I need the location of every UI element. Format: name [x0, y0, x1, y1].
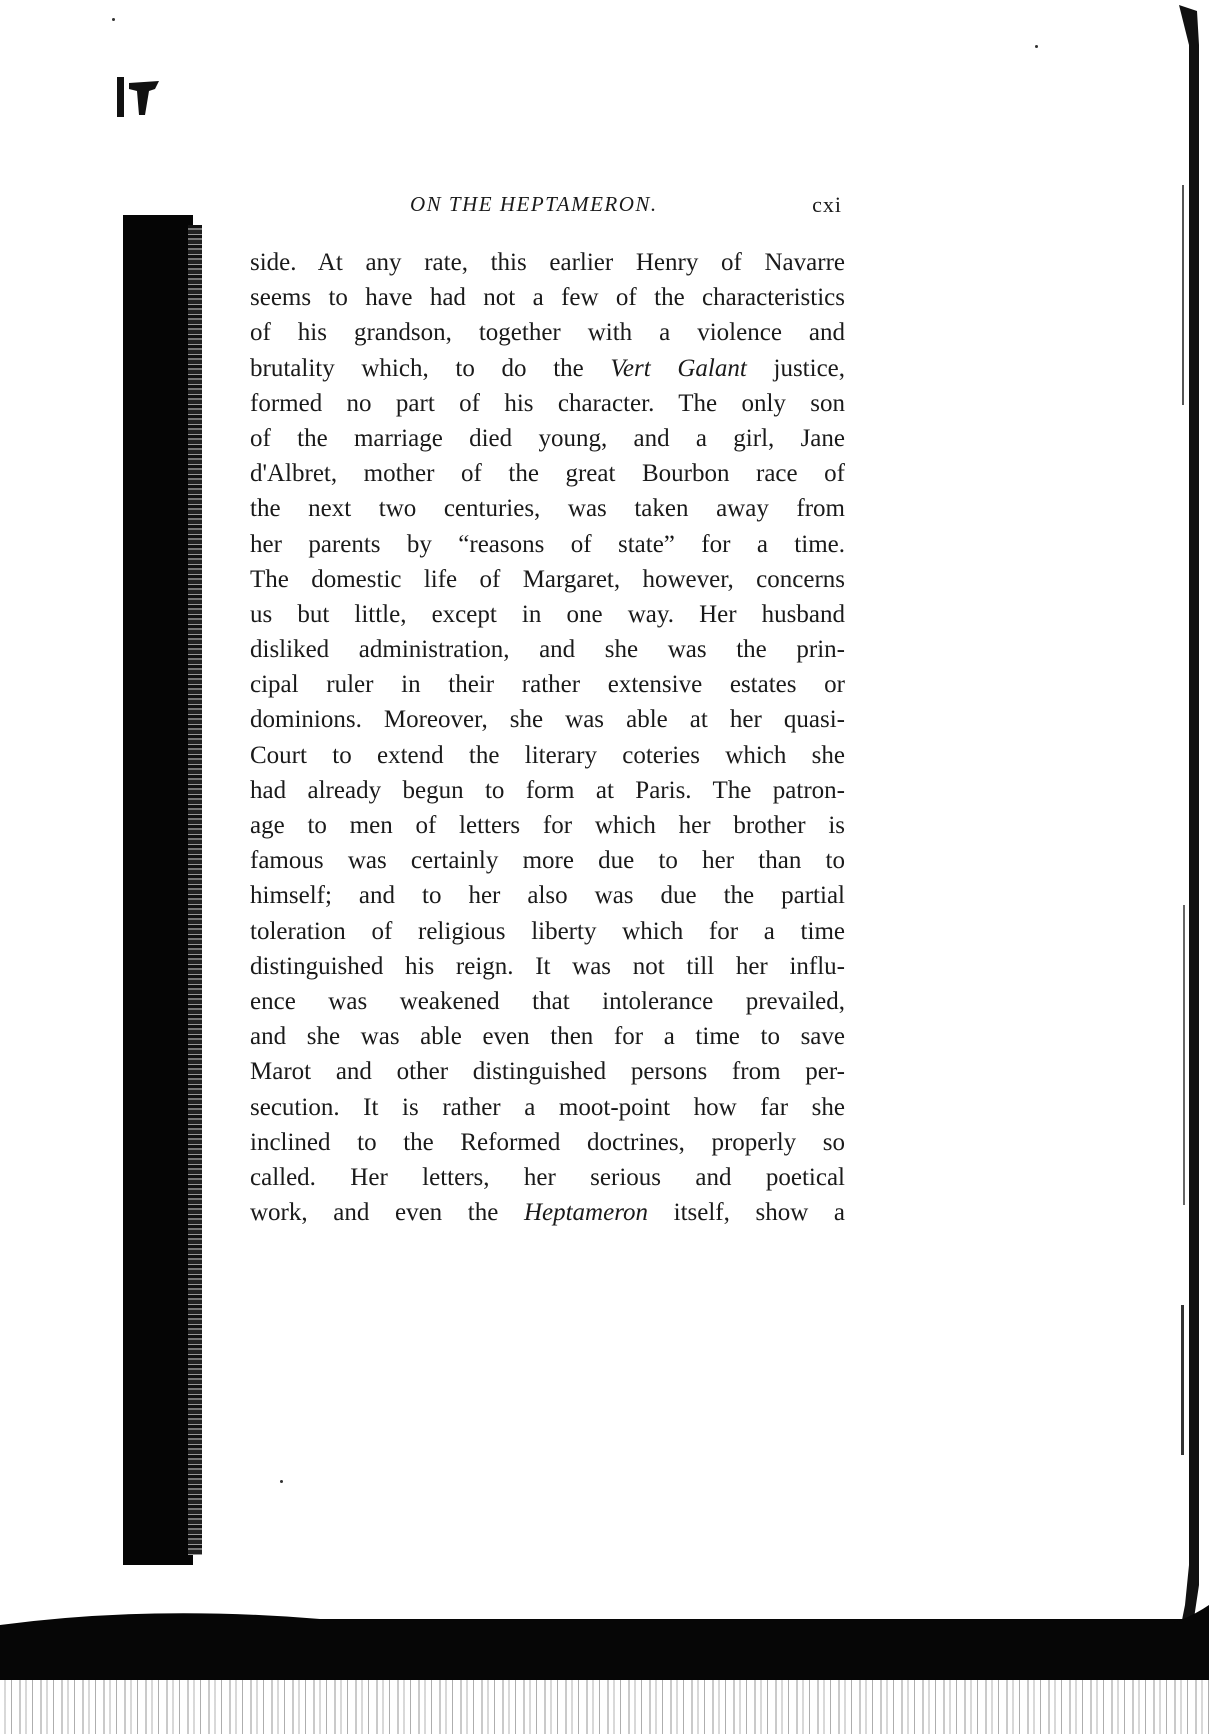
text-run: disliked administration, and she was the prin- [250, 636, 845, 664]
text-run: formed no part of his character. The only son [250, 389, 845, 417]
text-line [250, 738, 845, 773]
text-run: ence was weakened that intolerance prevailed, [250, 987, 845, 1015]
text-run: of his grandson, together with a violence and [250, 319, 845, 347]
scan-binding-edge [188, 225, 202, 1555]
text-line [250, 949, 845, 984]
text-line [250, 351, 845, 386]
body-text [250, 245, 845, 1230]
text-run: The domestic life of Margaret, however, concerns [250, 565, 845, 593]
italic-title: Vert Galant [610, 354, 747, 382]
scan-speck [1035, 45, 1038, 48]
text-line [250, 315, 845, 350]
text-run: her parents by “reasons of state” for a time. [250, 530, 845, 558]
text-run: of the marriage died young, and a girl, Jane [250, 424, 845, 452]
text-run: us but little, except in one way. Her husband [250, 600, 845, 628]
text-line [250, 280, 845, 315]
text-line [250, 456, 845, 491]
text-line [250, 386, 845, 421]
text-line [250, 527, 845, 562]
text-run: itself, show a [648, 1199, 845, 1227]
text-line [250, 773, 845, 808]
text-run: inclined to the Reformed doctrines, properly so [250, 1128, 845, 1156]
text-line [250, 491, 845, 526]
text-run: famous was certainly more due to her than to [250, 847, 845, 875]
text-line [250, 245, 845, 280]
text-run: work, and even the [250, 1199, 524, 1227]
text-run: Court to extend the literary coteries which she [250, 741, 845, 769]
text-line [250, 984, 845, 1019]
running-head [250, 192, 845, 222]
text-run: the next two centuries, was taken away from [250, 495, 845, 523]
text-line [250, 421, 845, 456]
text-line [250, 914, 845, 949]
scan-bottom-shadow [0, 1625, 1209, 1680]
text-run: and she was able even then for a time to save [250, 1023, 845, 1051]
scan-speck [280, 1480, 283, 1483]
scan-corner-mark [115, 75, 175, 120]
text-run: toleration of religious liberty which for a time [250, 917, 845, 945]
text-line [250, 808, 845, 843]
text-run: himself; and to her also was due the partial [250, 882, 845, 910]
text-line [250, 1019, 845, 1054]
text-line [250, 1125, 845, 1160]
text-run: cipal ruler in their rather extensive estates or [250, 671, 845, 699]
scan-speck [112, 18, 115, 21]
text-line [250, 843, 845, 878]
scan-bottom-noise [0, 1680, 1209, 1734]
text-line [250, 878, 845, 913]
scan-right-page-edge [1179, 5, 1201, 1635]
text-line [250, 667, 845, 702]
text-run: called. Her letters, her serious and poetical [250, 1163, 845, 1191]
text-line [250, 1160, 845, 1195]
text-run: d'Albret, mother of the great Bourbon race of [250, 460, 845, 488]
text-run: Marot and other distinguished persons from per- [250, 1058, 845, 1086]
text-run: justice, [746, 354, 846, 382]
text-run: had already begun to form at Paris. The patron- [250, 776, 845, 804]
running-title: ON THE HEPTAMERON. [410, 192, 658, 216]
page-number: cxi [812, 192, 842, 217]
text-run: seems to have had not a few of the characteristics [250, 284, 845, 312]
text-line [250, 632, 845, 667]
text-run: secution. It is rather a moot-point how far she [250, 1093, 845, 1121]
text-line [250, 1090, 845, 1125]
scan-binding-shadow [123, 215, 193, 1565]
text-run: brutality which, to do the [250, 354, 611, 382]
text-line [250, 702, 845, 737]
text-run: dominions. Moreover, she was able at her quasi- [250, 706, 845, 734]
text-line [250, 1054, 845, 1089]
text-run: side. At any rate, this earlier Henry of Navarre [250, 249, 845, 276]
text-line [250, 1195, 845, 1230]
text-run: distinguished his reign. It was not till her influ- [250, 952, 845, 980]
text-line [250, 597, 845, 632]
italic-title: Heptameron [523, 1199, 649, 1227]
text-run: age to men of letters for which her brother is [250, 812, 845, 839]
text-line [250, 562, 845, 597]
